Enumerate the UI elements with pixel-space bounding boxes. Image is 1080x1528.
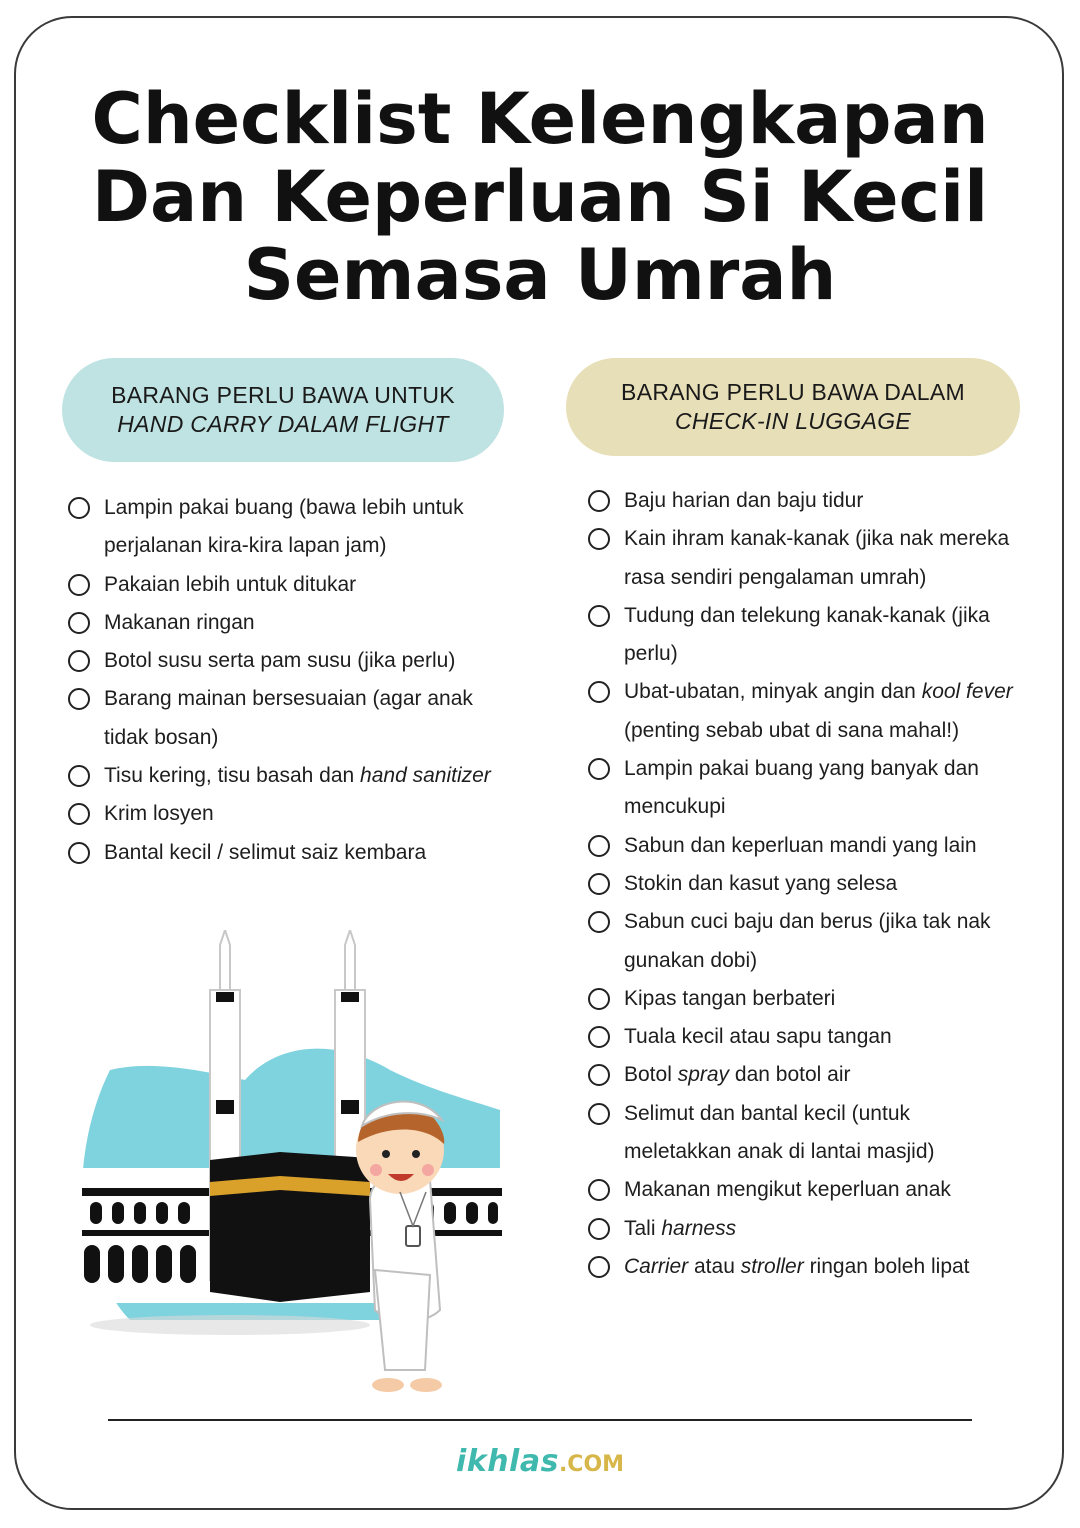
checklist-item-text: Bantal kecil / selimut saiz kembara: [104, 840, 427, 864]
checkbox-circle-icon[interactable]: [588, 873, 610, 895]
checklist-item[interactable]: [588, 597, 1018, 674]
checklist-item[interactable]: [588, 673, 1018, 750]
checklist-item[interactable]: [588, 1171, 1018, 1209]
checkbox-circle-icon[interactable]: [588, 1026, 610, 1048]
checklist-item-text: Sabun dan keperluan mandi yang lain: [624, 833, 977, 857]
checkbox-circle-icon[interactable]: [588, 1256, 610, 1278]
checklist-item-text: Kain ihram kanak-kanak (jika nak mereka rasa sendiri pengalaman umrah): [624, 527, 1010, 589]
check-in-list: [588, 482, 1018, 1286]
checkbox-circle-icon[interactable]: [68, 803, 90, 825]
ikhlas-logo[interactable]: [0, 1444, 1080, 1479]
checklist-item-text: Botol susu serta pam susu (jika perlu): [104, 649, 456, 673]
checkbox-circle-icon[interactable]: [588, 758, 610, 780]
logo-tld-text: .COM: [558, 1452, 625, 1477]
checklist-item-text: Ubat-ubatan, minyak angin dan kool fever (penting sebab ubat di sana mahal!): [624, 680, 1013, 742]
checklist-item-text: Barang mainan bersesuaian (agar anak tidak bosan): [104, 687, 473, 749]
checkbox-circle-icon[interactable]: [588, 1103, 610, 1125]
checklist-item[interactable]: [68, 604, 498, 642]
checklist-item-text: Makanan mengikut keperluan anak: [624, 1178, 951, 1202]
checklist-item[interactable]: [588, 1210, 1018, 1248]
checkbox-circle-icon[interactable]: [588, 988, 610, 1010]
umrah-illustration: [70, 930, 520, 1400]
checklist-item[interactable]: [588, 865, 1018, 903]
checklist-item[interactable]: [588, 520, 1018, 597]
checklist-item[interactable]: [68, 566, 498, 604]
checkbox-circle-icon[interactable]: [588, 911, 610, 933]
checklist-item[interactable]: [588, 1248, 1018, 1286]
checklist-item[interactable]: [68, 795, 498, 833]
hand-carry-heading-line-1: BARANG PERLU BAWA UNTUK: [111, 382, 455, 408]
checklist-item-text: Krim losyen: [104, 802, 214, 826]
checkbox-circle-icon[interactable]: [68, 612, 90, 634]
checkbox-circle-icon[interactable]: [588, 835, 610, 857]
checkbox-circle-icon[interactable]: [68, 497, 90, 519]
checklist-item-text: Tuala kecil atau sapu tangan: [624, 1025, 892, 1049]
checkbox-circle-icon[interactable]: [588, 1218, 610, 1240]
ground-shadow: [90, 1315, 370, 1335]
checklist-item-text: Botol spray dan botol air: [624, 1063, 851, 1087]
title-line-3: Semasa Umrah: [243, 234, 837, 316]
checklist-item-text: Lampin pakai buang yang banyak dan mencukupi: [624, 757, 979, 819]
checklist-item[interactable]: [588, 1095, 1018, 1172]
hand-carry-heading: [62, 358, 504, 462]
checkbox-circle-icon[interactable]: [588, 528, 610, 550]
checkbox-circle-icon[interactable]: [588, 605, 610, 627]
checklist-item-text: Lampin pakai buang (bawa lebih untuk perjalanan kira-kira lapan jam): [104, 496, 464, 558]
checklist-item-text: Tali harness: [624, 1216, 737, 1240]
checklist-item[interactable]: [68, 757, 498, 795]
checkbox-circle-icon[interactable]: [68, 650, 90, 672]
checklist-item[interactable]: [68, 489, 498, 566]
page-title: [0, 80, 1080, 314]
checklist-item-text: Tisu kering, tisu basah dan hand sanitizer: [104, 764, 491, 788]
title-line-1: Checklist Kelengkapan: [91, 78, 989, 160]
kaaba: [210, 1152, 370, 1302]
checklist-item[interactable]: [68, 834, 498, 872]
checklist-item[interactable]: [588, 980, 1018, 1018]
hand-carry-list: [68, 489, 498, 872]
checklist-item[interactable]: [588, 827, 1018, 865]
checklist-item-text: Stokin dan kasut yang selesa: [624, 871, 898, 895]
checklist-item[interactable]: [68, 642, 498, 680]
checklist-item[interactable]: [588, 903, 1018, 980]
checklist-item-text: Sabun cuci baju dan berus (jika tak nak gunakan dobi): [624, 910, 991, 972]
checklist-item[interactable]: [588, 482, 1018, 520]
logo-main-text: ikhlas: [455, 1444, 559, 1479]
checkbox-circle-icon[interactable]: [588, 1179, 610, 1201]
checklist-item-text: Carrier atau stroller ringan boleh lipat: [624, 1254, 970, 1278]
checkbox-circle-icon[interactable]: [588, 490, 610, 512]
checkbox-circle-icon[interactable]: [68, 765, 90, 787]
checklist-item[interactable]: [588, 1018, 1018, 1056]
checklist-item-text: Makanan ringan: [104, 610, 255, 634]
title-line-2: Dan Keperluan Si Kecil: [91, 156, 989, 238]
checklist-item-text: Kipas tangan berbateri: [624, 986, 836, 1010]
checklist-item[interactable]: [68, 680, 498, 757]
checkbox-circle-icon[interactable]: [68, 842, 90, 864]
checklist-item-text: Selimut dan bantal kecil (untuk meletakkan anak di lantai masjid): [624, 1101, 935, 1164]
check-in-heading: [566, 358, 1020, 456]
footer-divider: [108, 1419, 972, 1421]
checklist-item[interactable]: [588, 1056, 1018, 1094]
hand-carry-heading-line-2: HAND CARRY DALAM FLIGHT: [117, 411, 449, 437]
checklist-item-text: Tudung dan telekung kanak-kanak (jika perlu): [624, 603, 990, 666]
checklist-item-text: Pakaian lebih untuk ditukar: [104, 572, 357, 596]
checkbox-circle-icon[interactable]: [68, 574, 90, 596]
checklist-item[interactable]: [588, 750, 1018, 827]
checklist-item-text: Baju harian dan baju tidur: [624, 489, 864, 512]
checkbox-circle-icon[interactable]: [68, 688, 90, 710]
checkbox-circle-icon[interactable]: [588, 681, 610, 703]
check-in-heading-line-1: BARANG PERLU BAWA DALAM: [621, 379, 965, 405]
check-in-heading-line-2: CHECK-IN LUGGAGE: [674, 408, 912, 434]
checkbox-circle-icon[interactable]: [588, 1064, 610, 1086]
